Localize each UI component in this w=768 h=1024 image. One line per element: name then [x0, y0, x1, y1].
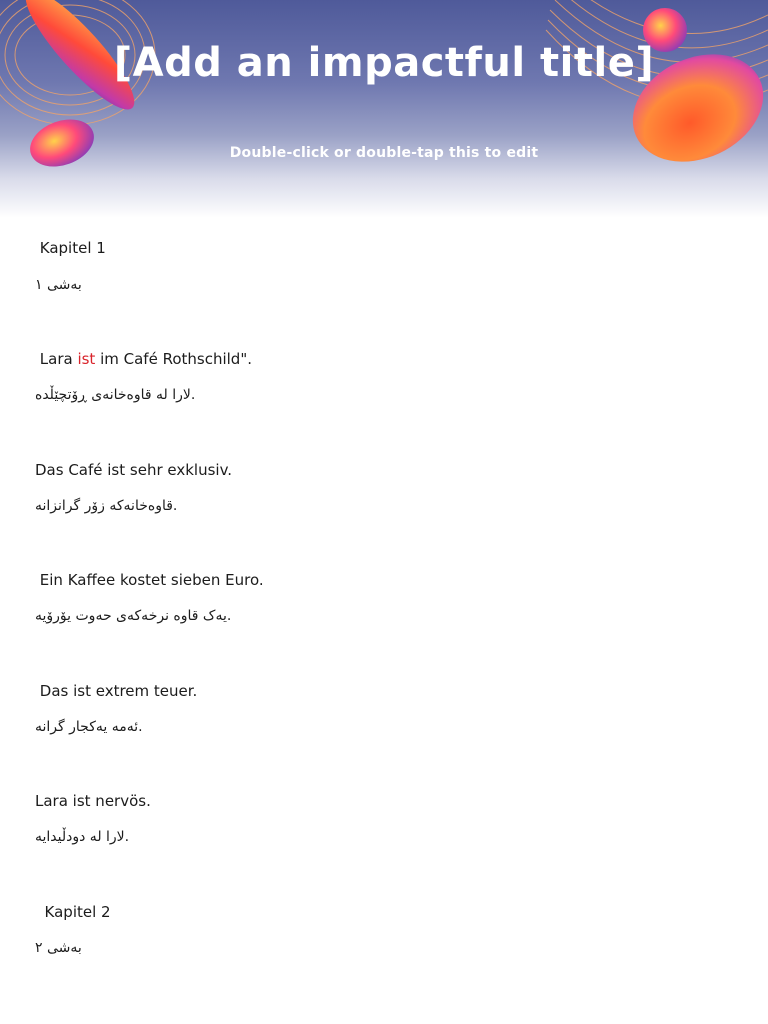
decorative-shapes	[0, 0, 768, 218]
kurdish-line: ئەمە یەکجار گرانە.	[35, 719, 143, 735]
german-line: Ein Kaffee kostet sieben Euro.	[35, 571, 264, 589]
german-line: Das ist extrem teuer.	[35, 682, 198, 700]
page-subtitle[interactable]: Double-click or double-tap this to edit	[229, 145, 539, 161]
kurdish-line: قاوەخانەکە زۆر گرانزانە.	[35, 498, 178, 514]
chapter-heading: Kapitel 2	[35, 903, 111, 921]
german-line: Lara ist nervös.	[35, 792, 151, 810]
highlighted-word: ist	[77, 350, 96, 368]
kurdish-line: لارا لە دودڵیدایە.	[35, 829, 130, 845]
text-segment: Lara	[35, 350, 78, 368]
german-line: Das Café ist sehr exklusiv.	[35, 461, 233, 479]
kurdish-line: لارا لە قاوەخانەی ڕۆتچێڵدە.	[35, 387, 196, 403]
chapter-heading: Kapitel 1	[35, 239, 106, 257]
header-banner	[0, 0, 768, 218]
german-line	[35, 350, 252, 368]
text-segment: im Café Rothschild".	[95, 350, 252, 368]
kurdish-line: یەک قاوە نرخەکەی حەوت یۆرۆیە.	[35, 608, 232, 624]
page-title[interactable]: [Add an impactful title]	[113, 40, 655, 86]
kurdish-line: بەشی ٢	[35, 940, 82, 956]
kurdish-line: بەشی ١	[35, 277, 82, 293]
